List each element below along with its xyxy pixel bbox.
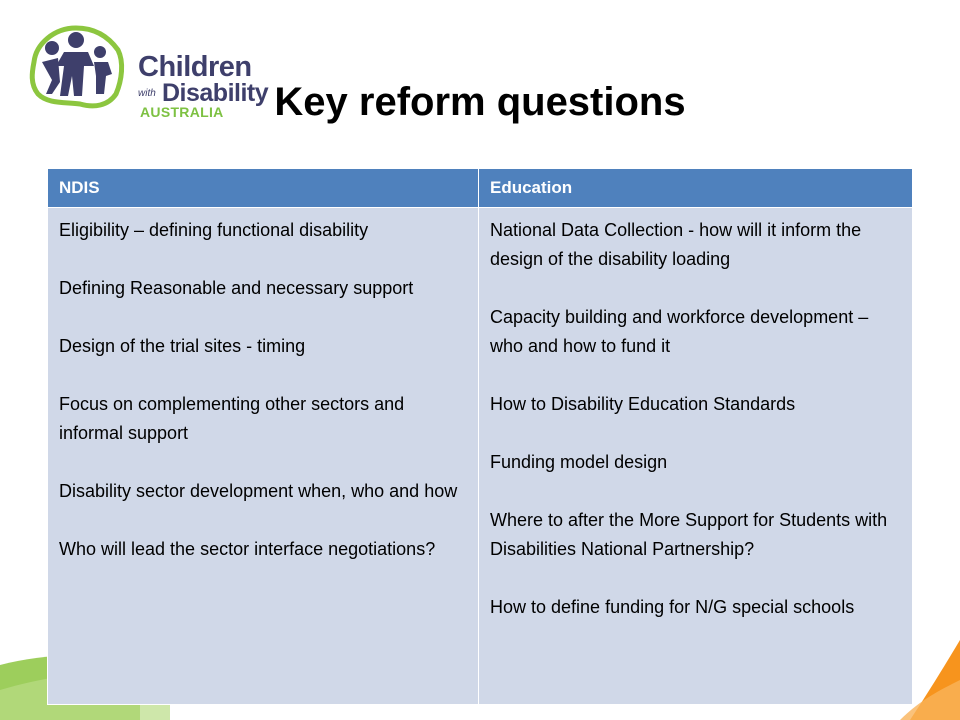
logo-word-disability: Disability <box>162 79 269 107</box>
column-header-ndis: NDIS <box>48 169 479 208</box>
education-item: How to define funding for N/G special schools <box>490 597 855 617</box>
education-item: National Data Collection - how will it inform the design of the disability loading <box>490 220 862 269</box>
education-item: Where to after the More Support for Students with Disabilities National Partnership? <box>490 510 888 559</box>
education-item: Capacity building and workforce development – who and how to fund it <box>490 307 869 356</box>
reform-questions-table <box>47 168 913 705</box>
logo-word-children: Children <box>138 51 252 83</box>
ndis-item: Who will lead the sector interface negotiations? <box>59 539 436 559</box>
education-cell <box>479 208 913 705</box>
ndis-item: Focus on complementing other sectors and informal support <box>59 394 405 443</box>
ndis-cell <box>48 208 479 705</box>
ndis-item: Defining Reasonable and necessary support <box>59 278 414 298</box>
slide-title: Key reform questions <box>274 80 686 124</box>
education-item: How to Disability Education Standards <box>490 394 796 414</box>
table-header-row <box>48 169 913 208</box>
education-item: Funding model design <box>490 452 668 472</box>
table-row <box>48 208 913 705</box>
ndis-item: Disability sector development when, who and how <box>59 481 458 501</box>
logo-word-with: with <box>138 88 156 99</box>
logo-word-australia: AUSTRALIA <box>140 104 224 120</box>
column-header-education: Education <box>479 169 913 208</box>
ndis-item: Design of the trial sites - timing <box>59 336 306 356</box>
ndis-item: Eligibility – defining functional disability <box>59 220 369 240</box>
